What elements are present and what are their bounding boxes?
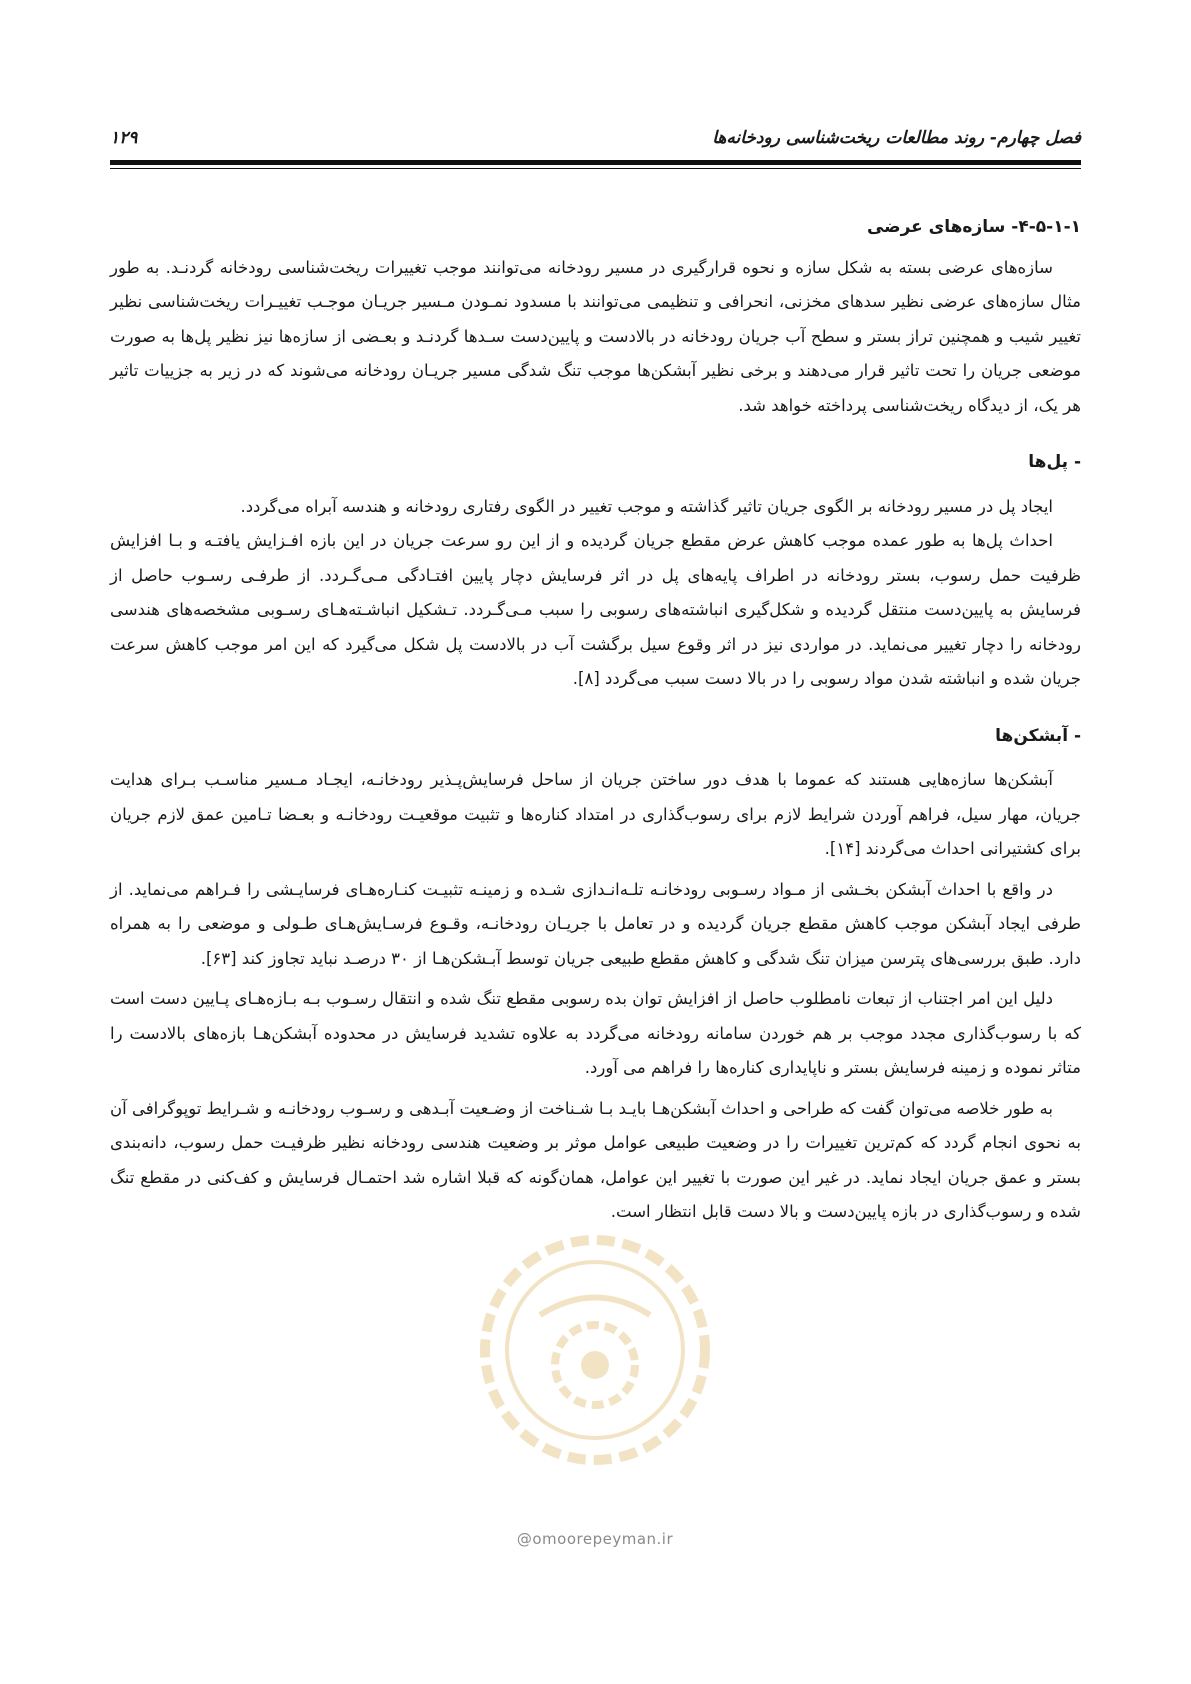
groynes-heading: - آبشکن‌ها — [995, 725, 1081, 746]
page-header — [110, 118, 1081, 158]
bridges-paragraph: احداث پل‌ها به طور عمده موجب کاهش عرض مقطع جریان گردیده و از این رو سرعت جریان در این بازه افـزایش یافتـه و بـا افزایش ظرفیت حمل رسوب، بستر رودخانه در اطراف پایه‌های پل در اثر فرسایش دچار پایین افتـادگی مـی‌گـردد. از طرفـی رسـوب حاصل از فرسایش به پایین‌دست منتقل گردیده و شکل‌گیری انباشته‌های رسوبی را سبب مـی‌گـردد. تـشکیل انباشـته‌هـای رسـوبی مشخصه‌های هندسی رودخانه را دچار تغییر می‌نماید. در مواردی نیز در اثر وقوع سیل برگشت آب در بالادست پل شکل می‌گیرد که این امر موجب کاهش سرعت جریان شده و انباشته شدن مواد رسوبی را در بالا دست سبب می‌گردد [۸]. — [110, 531, 1081, 688]
chapter-title: فصل چهارم- روند مطالعات ریخت‌شناسی رودخانه‌ها — [712, 128, 1081, 148]
groynes-paragraph: در واقع با احداث آبشکن بخـشی از مـواد رسـوبی رودخانـه تلـه‌انـدازی شـده و زمینـه تثبیـت کنـاره‌هـای فرسایـشی را فـراهم می‌نماید. از طرفی ایجاد آبشکن موجب کاهش مقطع جریان گردیده و در تعامل با جریـان رودخانـه، وقـوع فرسـایش‌هـای طـولی و موضعی را به همراه دارد. طبق بررسی‌های پترسن میزان تنگ شدگی و کاهش مقطع طبیعی جریان توسط آبـشکن‌هـا از ۳۰ درصـد نباید تجاوز کند [۶۳]. — [110, 879, 1081, 968]
bridges-paragraph: ایجاد پل در مسیر رودخانه بر الگوی جریان تاثیر گذاشته و موجب تغییر در الگوی رفتاری رودخانه و هندسه آبراه می‌گردد. — [240, 496, 1053, 516]
page-number: ۱۲۹ — [110, 128, 138, 148]
watermark-text: @omoorepeyman.ir — [516, 1530, 674, 1548]
header-rule-thin — [110, 168, 1081, 169]
groynes-paragraph: آبشکن‌ها سازه‌هایی هستند که عموما با هدف دور ساختن جریان از ساحل فرسایش‌پـذیر رودخانـه، ایجـاد مـسیر مناسـب بـرای هدایت جریان، مهار سیل، فراهم آوردن شرایط لازم برای رسوب‌گذاری در امتداد کناره‌ها و تثبیت موقعیـت رودخانـه و بعـضا تـامین عمق لازم جریان برای کشتیرانی احداث می‌گردند [۱۴]. — [110, 770, 1081, 858]
groynes-paragraph: به طور خلاصه می‌توان گفت که طراحی و احداث آبشکن‌هـا بایـد بـا شـناخت از وضـعیت آبـدهی و رسـوب رودخانـه و شـرایط توپوگرافی آن به نحوی انجام گردد که کم‌ترین تغییرات را در وضعیت طبیعی عوامل موثر بر وضعیت هندسی رودخانه نظیر ظرفیـت حمل رسوب، دانه‌بندی بستر و عمق جریان ایجاد نماید. در غیر این صورت با تغییر این عوامل، همان‌گونه که قبلا اشاره شد احتمـال فرسایش و کف‌کنی در مقطع تنگ شده و رسوب‌گذاری در بازه پایین‌دست و بالا دست قابل انتظار است. — [110, 1098, 1081, 1221]
page-content — [110, 210, 1081, 1230]
section-paragraph: سازه‌های عرضی بسته به شکل سازه و نحوه قرارگیری در مسیر رودخانه می‌توانند موجب تغییرات ریخت‌شناسی رودخانه گردنـد. به طور مثال سازه‌های عرضی نظیر سدهای مخزنی، انحرافی و تنظیمی می‌توانند با مسدود نمـودن مـسیر جریـان موجـب تغییـرات ریخت‌شناسی نظیر تغییر شیب و همچنین تراز بستر و سطح آب جریان رودخانه در بالادست و پایین‌دست سـدها گردنـد و بعـضی از سازه‌ها نیز نظیر پل‌ها به صورت موضعی جریان را تحت تاثیر قرار می‌دهند و برخی نظیر آبشکن‌ها موجب تنگ شدگی مسیر جریـان رودخانه می‌شوند که در زیر به جزییات تاثیر هر یک، از دیدگاه ریخت‌شناسی پرداخته خواهد شد. — [110, 257, 1081, 415]
bridges-heading: - پل‌ها — [1028, 452, 1081, 472]
watermark-seal-icon — [470, 1225, 720, 1475]
groynes-paragraph: دلیل این امر اجتناب از تبعات نامطلوب حاصل از افزایش توان بده رسوبی مقطع تنگ شده و انتقال رسـوب بـه بـازه‌هـای پـایین دست است که با رسوب‌گذاری مجدد موجب بر هم خوردن سامانه رودخانه می‌گردد به علاوه تشدید فرسایش در محدوده آبشکن‌هـا بازه‌های بالادست را متاثر نموده و زمینه فرسایش بستر و ناپایداری کناره‌ها را فراهم می آورد. — [110, 989, 1081, 1077]
header-rule-thick — [110, 160, 1081, 165]
section-heading: ۴-۵-۱-۱- سازه‌های عرضی — [866, 217, 1081, 237]
